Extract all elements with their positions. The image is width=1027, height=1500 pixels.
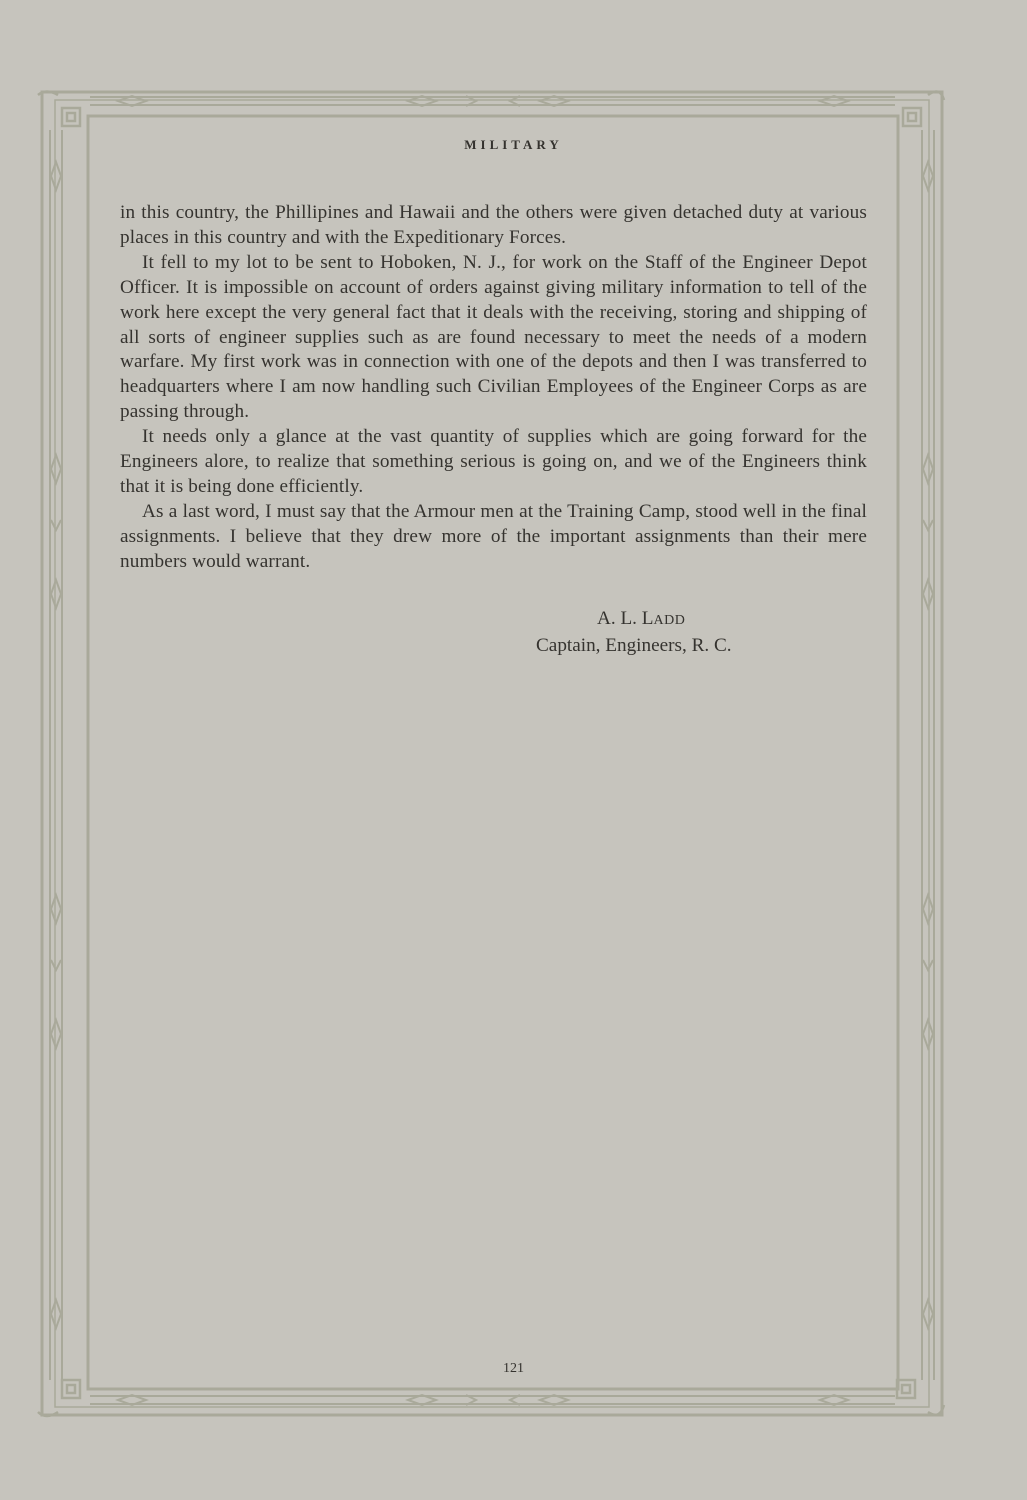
border-right-band bbox=[922, 130, 934, 1380]
signature-name bbox=[536, 606, 732, 633]
paragraph-3: It needs only a glance at the vast quantity of supplies which are going forward for the Engineers alore, to realize that something serious is going on, and we of the Engineers think that it is being done efficiently. bbox=[120, 426, 867, 497]
signature-title: Captain, Engineers, R. C. bbox=[536, 635, 732, 656]
border-left-band bbox=[50, 130, 62, 1380]
paragraph-2: It fell to my lot to be sent to Hoboken, N. J., for work on the Staff of the Engineer Depot Officer. It is impossible on account of orders against giving military information to tell of the work here except the very general fact that it deals with the receiving, storing and shipping of all sorts of engineer supplies such as are found necessary to meet the needs of a modern warfare. My first work was in connection with one of the depots and then I was transferred to headquarters where I am now handling such Civilian Employees of the Engineer Corps as are passing through. bbox=[120, 251, 867, 423]
signature-block bbox=[536, 606, 732, 658]
paragraph-1: in this country, the Phillipines and Hawaii and the others were given detached duty at various places in this country and with the Expeditionary Forces. bbox=[120, 202, 867, 248]
signature-name-smallcaps: ADD bbox=[653, 613, 686, 628]
article-body bbox=[120, 201, 867, 575]
signature-name-initial: A. L. L bbox=[597, 608, 654, 629]
border-bottom-band bbox=[90, 1395, 895, 1405]
page-number: 121 bbox=[503, 1361, 524, 1376]
paragraph-4: As a last word, I must say that the Armour men at the Training Camp, stood well in the final assignments. I believe that they drew more of the important assignments than their mere numbers would warrant. bbox=[120, 500, 867, 572]
running-header: MILITARY bbox=[464, 137, 563, 152]
border-top-band bbox=[90, 96, 895, 106]
